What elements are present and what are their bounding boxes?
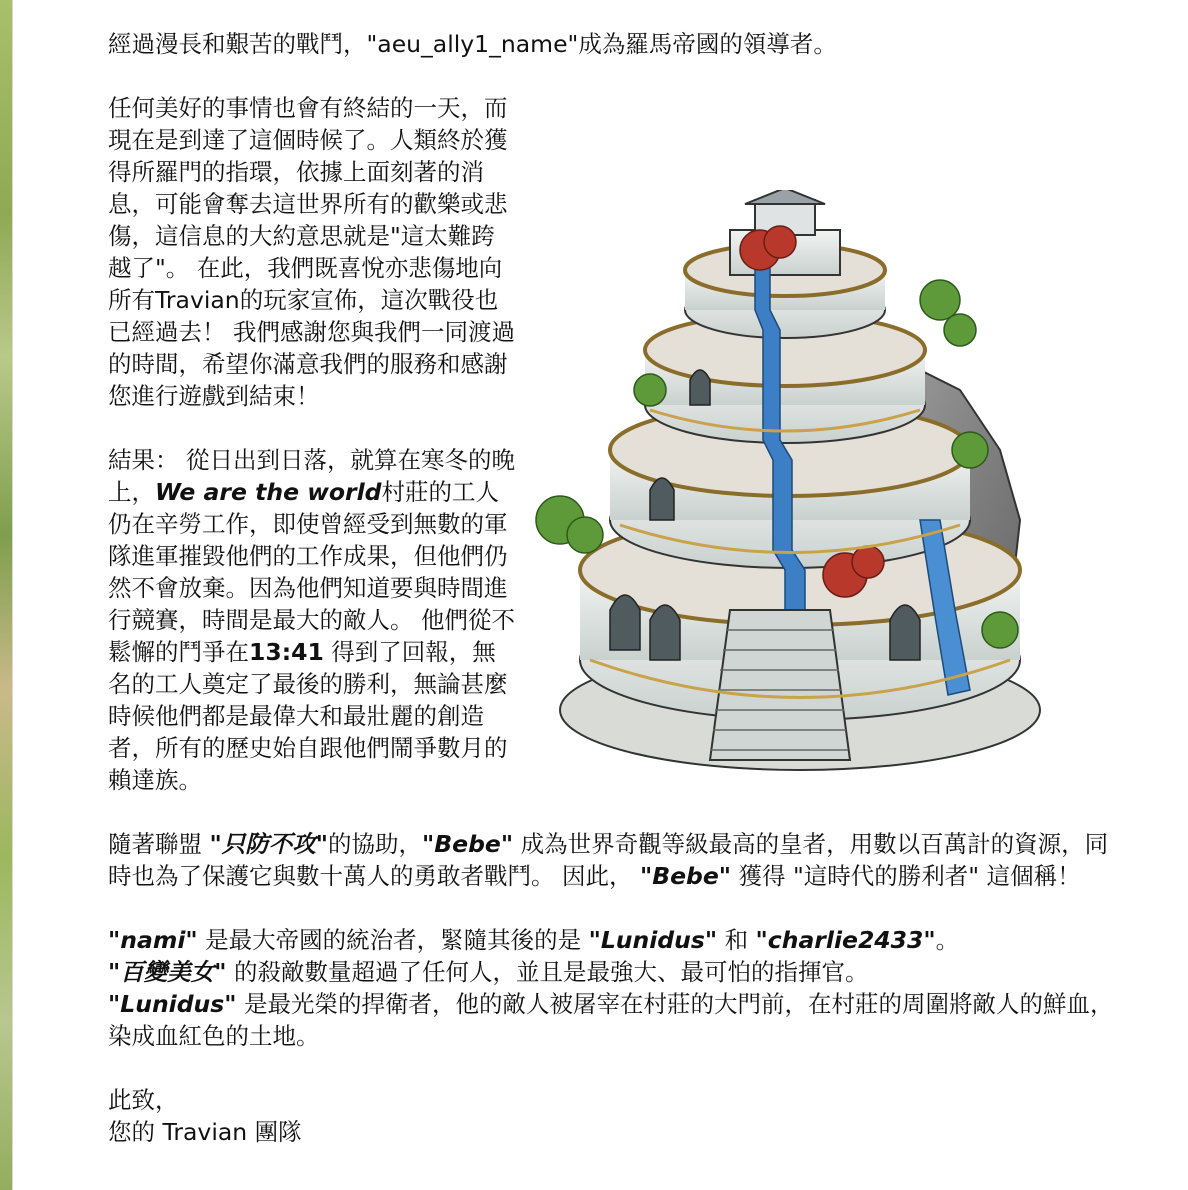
- paragraph-rankings: [108, 924, 1118, 1052]
- announcement-text: [108, 28, 1118, 1148]
- village-name: We are the world: [155, 478, 382, 506]
- player-charlie2433: "charlie2433": [755, 926, 936, 954]
- rank-text-2a: 的殺敵數量超過了任何人，並且是最強大、最可怕的指揮官。: [226, 958, 869, 986]
- player-lunidus: "Lunidus": [588, 926, 718, 954]
- alliance-text-b: 的協助，: [327, 830, 422, 858]
- wonder-of-the-world-illustration: [530, 190, 1118, 778]
- alliance-text-d: 獲得 "這時代的勝利者" 這個稱！: [731, 862, 1081, 890]
- paragraph-alliance: [108, 828, 1118, 892]
- left-background-strip: [0, 0, 13, 1190]
- wonder-tower-graphic: [530, 190, 1118, 778]
- rank-text-3a: 是最光榮的捍衛者，他的敵人被屠宰在村莊的大門前，在村莊的周圍將敵人的鮮血，染成血紅色的土地。: [108, 990, 1114, 1050]
- rank-text-1a: 是最大帝國的統治者，緊隨其後的是: [197, 926, 589, 954]
- rank-text-1b: 和: [717, 926, 756, 954]
- signature-line-2: 您的 Travian 團隊: [108, 1118, 302, 1146]
- result-text-b: 村莊的工人仍在辛勞工作，即使曾經受到無數的軍隊進軍摧毀他們的工作成果，但他們仍 然不會放棄。因為他們知道要與時間進行競賽，時間是最大的敵人。 他們從不鬆懈的鬥爭在: [108, 478, 515, 666]
- winner-name: "Bebe": [421, 830, 514, 858]
- alliance-text-a: 隨著聯盟: [108, 830, 210, 858]
- result-text-c: 得到了回報，無名的工人奠定了最後的勝利，無論甚麼時候他們都是最偉大和最壯麗的創造者，所有的歷史始自跟他們鬧爭數月的賴達族。: [108, 638, 508, 794]
- paragraph-ending-announcement: 任何美好的事情也會有終結的一天，而現在是到達了這個時候了。人類終於獲得所羅門的指環，依據上面刻著的消息，可能會奪去這世界所有的歡樂或悲傷，這信息的大約意思就是"這太難跨越了"。 在此，我們既喜悅亦悲傷地向所有Travian的玩家宣佈，這次戰役也已經過去！ 我們感謝您與我們一同渡過的時間，希望你滿意我們的服務和感謝您進行遊戲到結束！: [108, 94, 515, 410]
- top-player-nami: "nami": [108, 926, 198, 954]
- result-text-a: 結果： 從日出到日落，就算在寒冬的晚上，: [108, 446, 515, 506]
- top-attacker: "百變美女": [108, 958, 227, 986]
- finish-time: 13:41: [249, 638, 324, 666]
- winner-name-2: "Bebe": [639, 862, 732, 890]
- intro-line: 經過漫長和艱苦的戰鬥，"aeu_ally1_name"成為羅馬帝國的領導者。: [108, 30, 837, 58]
- alliance-name: "只防不攻": [209, 830, 328, 858]
- top-defender: "Lunidus": [108, 990, 237, 1018]
- signature-line-1: 此致，: [108, 1086, 179, 1114]
- alliance-text-c: 成為世界奇觀等級最高的皇者，用數以百萬計的資源，同時也為了保護它與數十萬人的勇敢者戰鬥。 因此，: [108, 830, 1109, 890]
- rank-text-1c: 。: [935, 926, 960, 954]
